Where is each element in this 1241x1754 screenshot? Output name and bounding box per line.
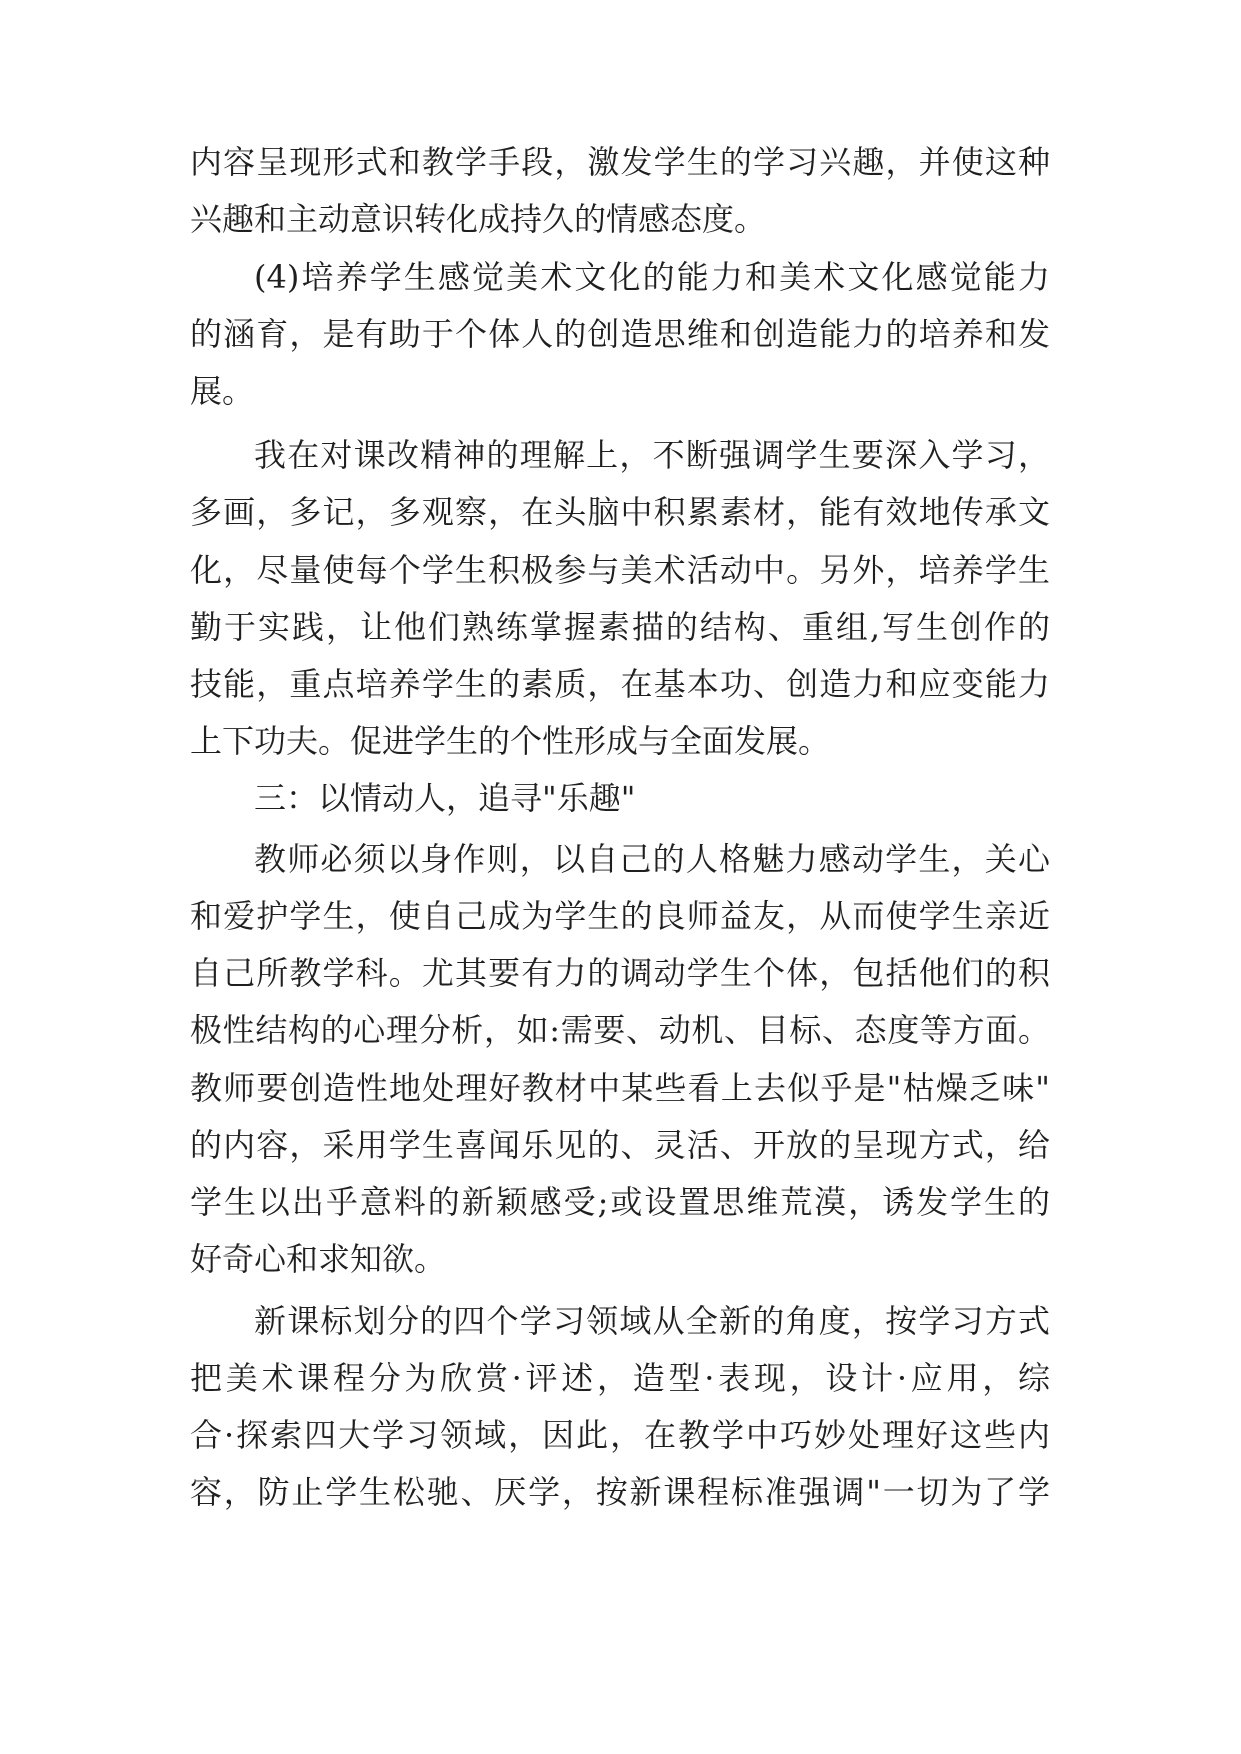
text-line: 展。	[190, 372, 255, 410]
text-line: 学生以出乎意料的新颖感受;或设置思维荒漠，诱发学生的	[190, 1183, 1050, 1221]
text-line: 自己所教学科。尤其要有力的调动学生个体，包括他们的积	[190, 954, 1050, 992]
text-line: 化，尽量使每个学生积极参与美术活动中。另外，培养学生	[190, 551, 1050, 589]
text-line: 和爱护学生，使自己成为学生的良师益友，从而使学生亲近	[190, 897, 1050, 935]
text-line: 技能，重点培养学生的素质，在基本功、创造力和应变能力	[190, 665, 1050, 703]
text-line: (4)培养学生感觉美术文化的能力和美术文化感觉能力	[254, 258, 1050, 296]
text-line: 内容呈现形式和教学手段，激发学生的学习兴趣，并使这种	[190, 143, 1050, 181]
text-line: 教师要创造性地处理好教材中某些看上去似乎是"枯燥乏味"	[190, 1069, 1050, 1107]
text-line: 兴趣和主动意识转化成持久的情感态度。	[190, 200, 767, 238]
text-line: 教师必须以身作则，以自己的人格魅力感动学生，关心	[254, 840, 1050, 878]
text-line: 的涵育，是有助于个体人的创造思维和创造能力的培养和发	[190, 315, 1050, 353]
section-heading: 三：以情动人，追寻"乐趣"	[254, 779, 636, 817]
text-line: 的内容，采用学生喜闻乐见的、灵活、开放的呈现方式，给	[190, 1126, 1050, 1164]
text-line: 好奇心和求知欲。	[190, 1240, 447, 1278]
text-line: 把美术课程分为欣赏·评述，造型·表现，设计·应用，综	[190, 1359, 1050, 1397]
text-line: 多画，多记，多观察，在头脑中积累素材，能有效地传承文	[190, 493, 1050, 531]
text-line: 勤于实践，让他们熟练掌握素描的结构、重组,写生创作的	[190, 608, 1050, 646]
text-line: 新课标划分的四个学习领域从全新的角度，按学习方式	[254, 1302, 1050, 1340]
text-line: 上下功夫。促进学生的个性形成与全面发展。	[190, 722, 831, 760]
text-line: 合·探索四大学习领域，因此，在教学中巧妙处理好这些内	[190, 1416, 1050, 1454]
text-line: 我在对课改精神的理解上，不断强调学生要深入学习，	[254, 436, 1050, 474]
text-line: 极性结构的心理分析，如:需要、动机、目标、态度等方面。	[190, 1011, 1050, 1049]
text-line: 容，防止学生松驰、厌学，按新课程标准强调"一切为了学	[190, 1473, 1050, 1511]
